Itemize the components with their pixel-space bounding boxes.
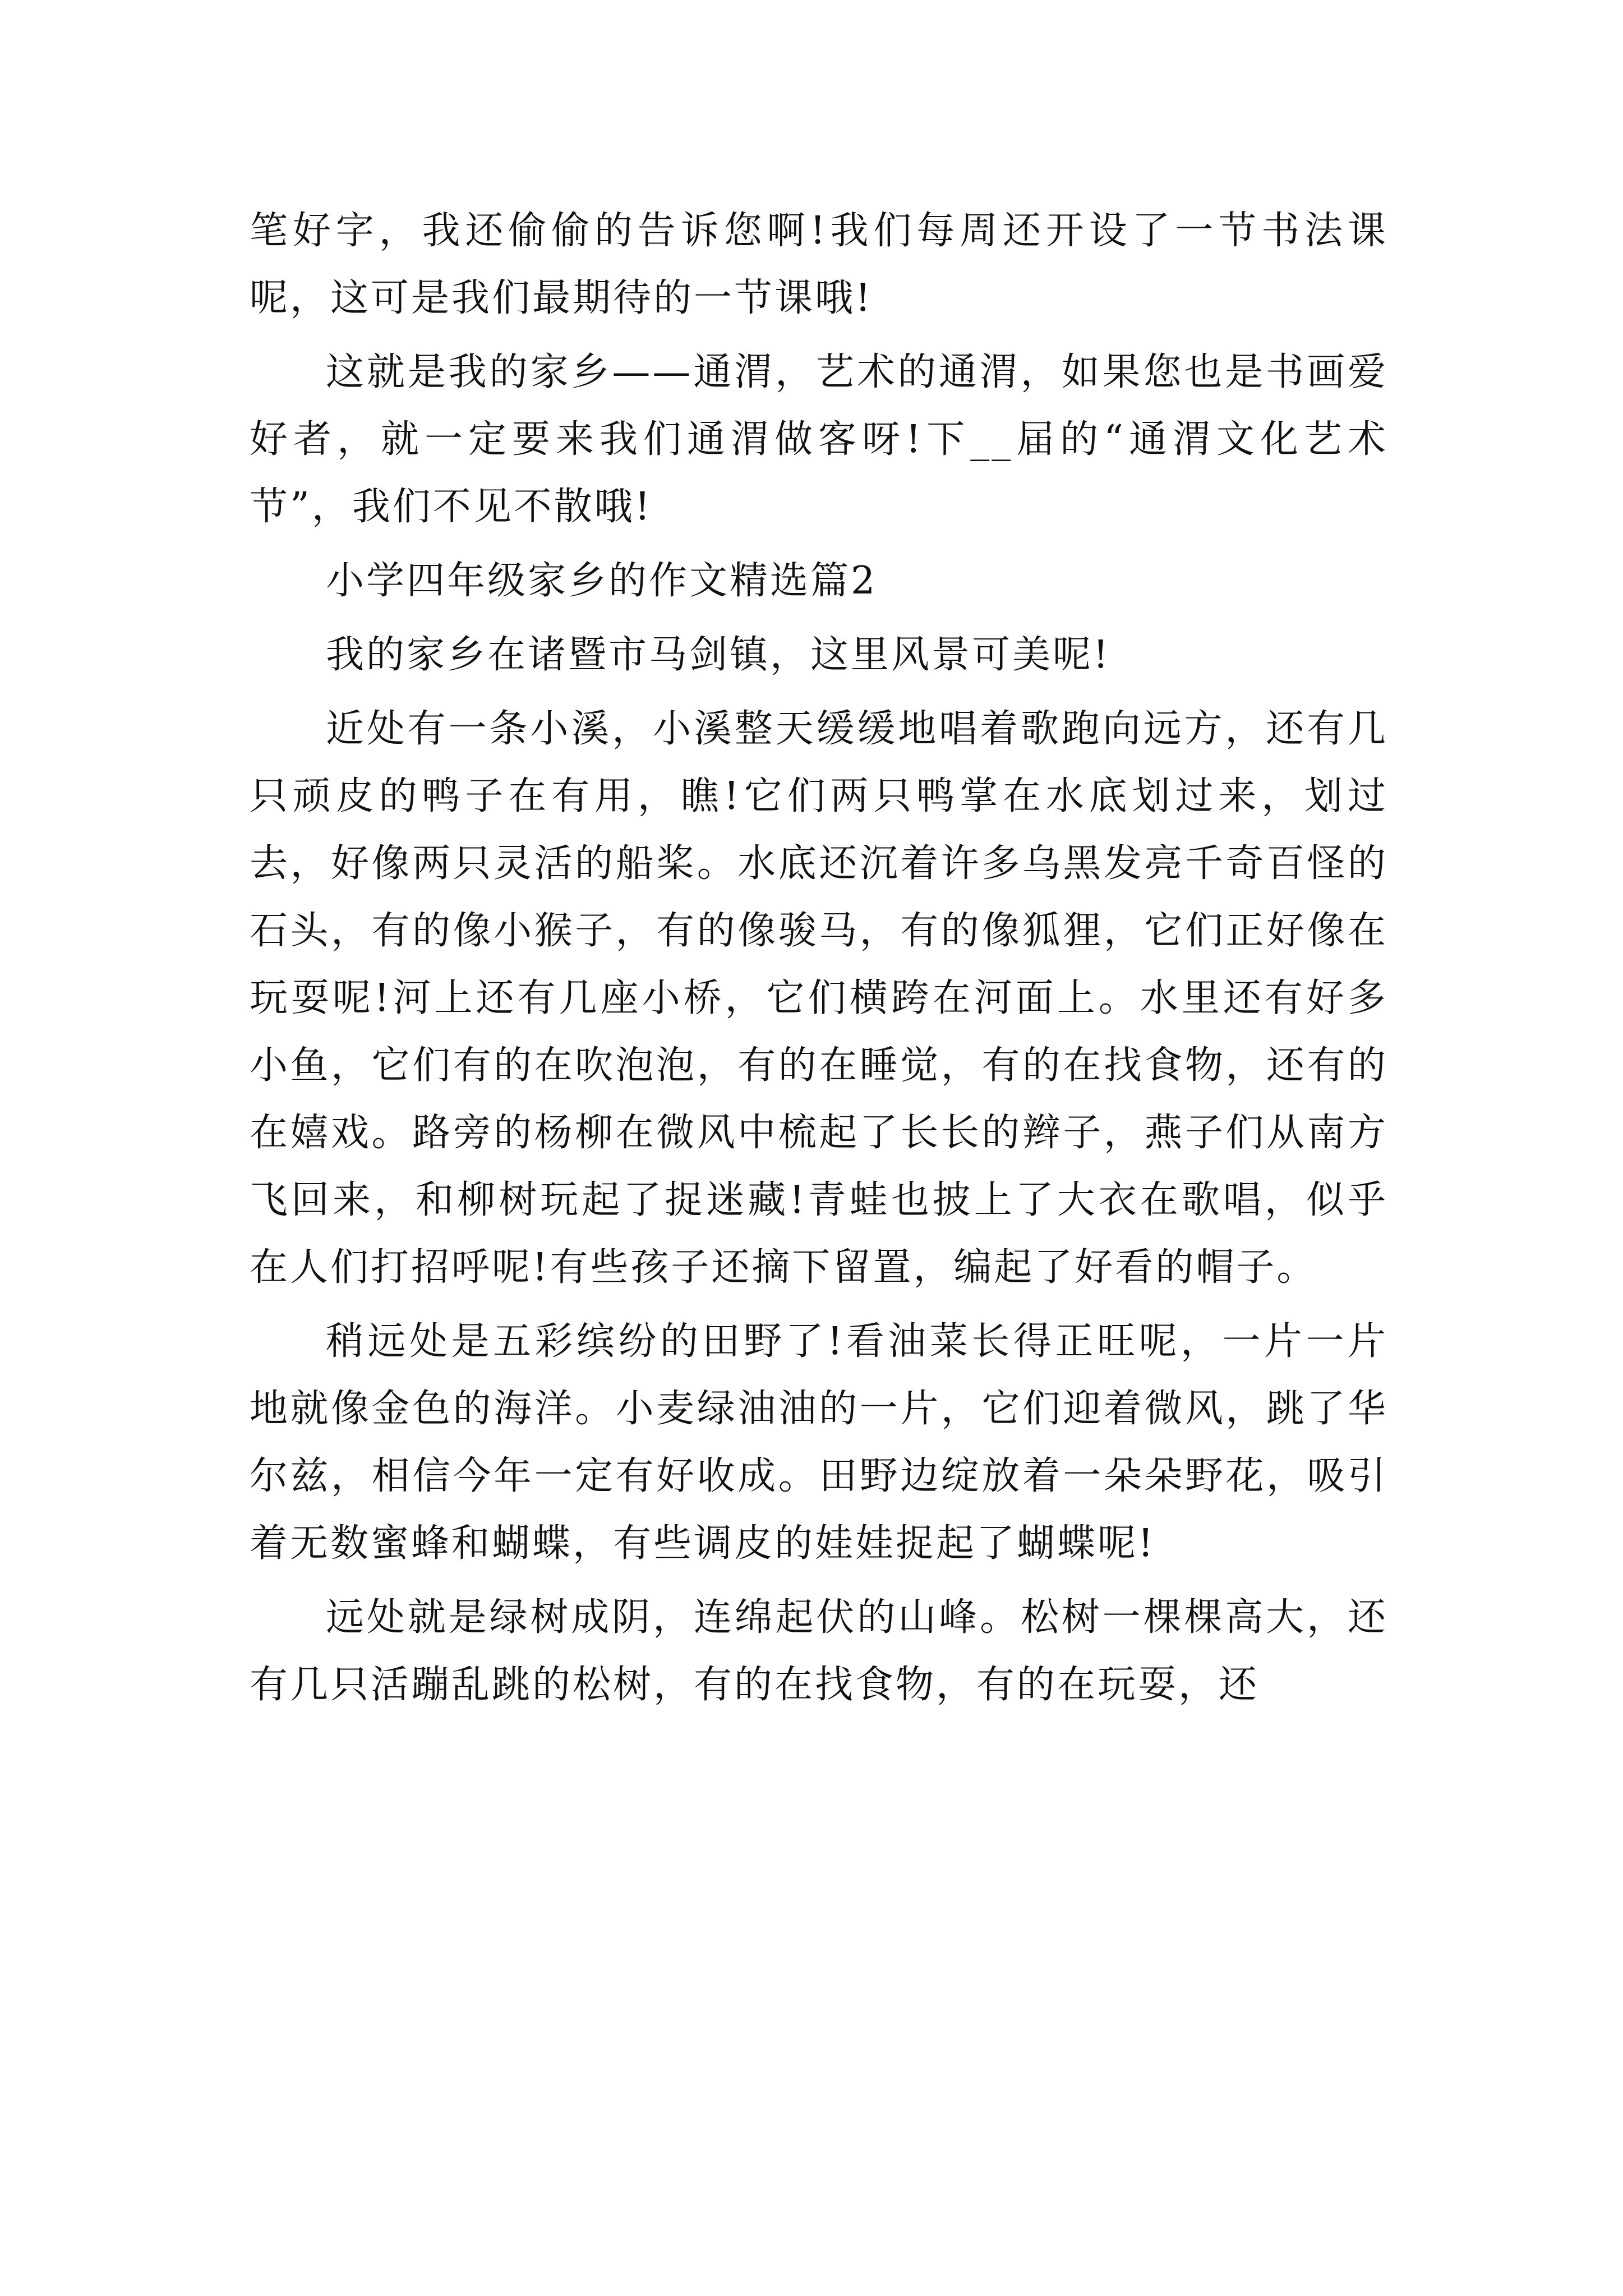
paragraph-mountains: 远处就是绿树成阴，连绵起伏的山峰。松树一棵棵高大，还有几只活蹦乱跳的松树，有的在找食物，有的在玩耍，还	[250, 1595, 1388, 1707]
paragraph-intro: 我的家乡在诸暨市马剑镇，这里风景可美呢!	[326, 633, 1111, 677]
paragraph-continuation: 笔好字，我还偷偷的告诉您啊!我们每周还开设了一节书法课呢，这可是我们最期待的一节课哦!	[250, 209, 1388, 320]
article-body	[250, 197, 1388, 1726]
paragraph-hometown-tongwei: 这就是我的家乡——通渭，艺术的通渭，如果您也是书画爱好者，就一定要来我们通渭做客呀!下__届的“通渭文化艺术节”，我们不见不散哦!	[250, 350, 1388, 529]
paragraph-stream: 近处有一条小溪，小溪整天缓缓地唱着歌跑向远方，还有几只顽皮的鸭子在有用，瞧!它们两只鸭掌在水底划过来，划过去，好像两只灵活的船桨。水底还沉着许多乌黑发亮千奇百怪的石头，有的像小猴子，有的像骏马，有的像狐狸，它们正好像在玩耍呢!河上还有几座小桥，它们横跨在河面上。水里还有好多小鱼，它们有的在吹泡泡，有的在睡觉，有的在找食物，还有的在嬉戏。路旁的杨柳在微风中梳起了长长的辫子，燕子们从南方飞回来，和柳树玩起了捉迷藏!青蛙也披上了大衣在歌唱，似乎在人们打招呼呢!有些孩子还摘下留置，编起了好看的帽子。	[250, 707, 1388, 1290]
section-heading: 小学四年级家乡的作文精选篇2	[326, 559, 878, 603]
paragraph-fields: 稍远处是五彩缤纷的田野了!看油菜长得正旺呢，一片一片地就像金色的海洋。小麦绿油油的一片，它们迎着微风，跳了华尔兹，相信今年一定有好收成。田野边绽放着一朵朵野花，吸引着无数蜜蜂和蝴蝶，有些调皮的娃娃捉起了蝴蝶呢!	[250, 1319, 1388, 1566]
